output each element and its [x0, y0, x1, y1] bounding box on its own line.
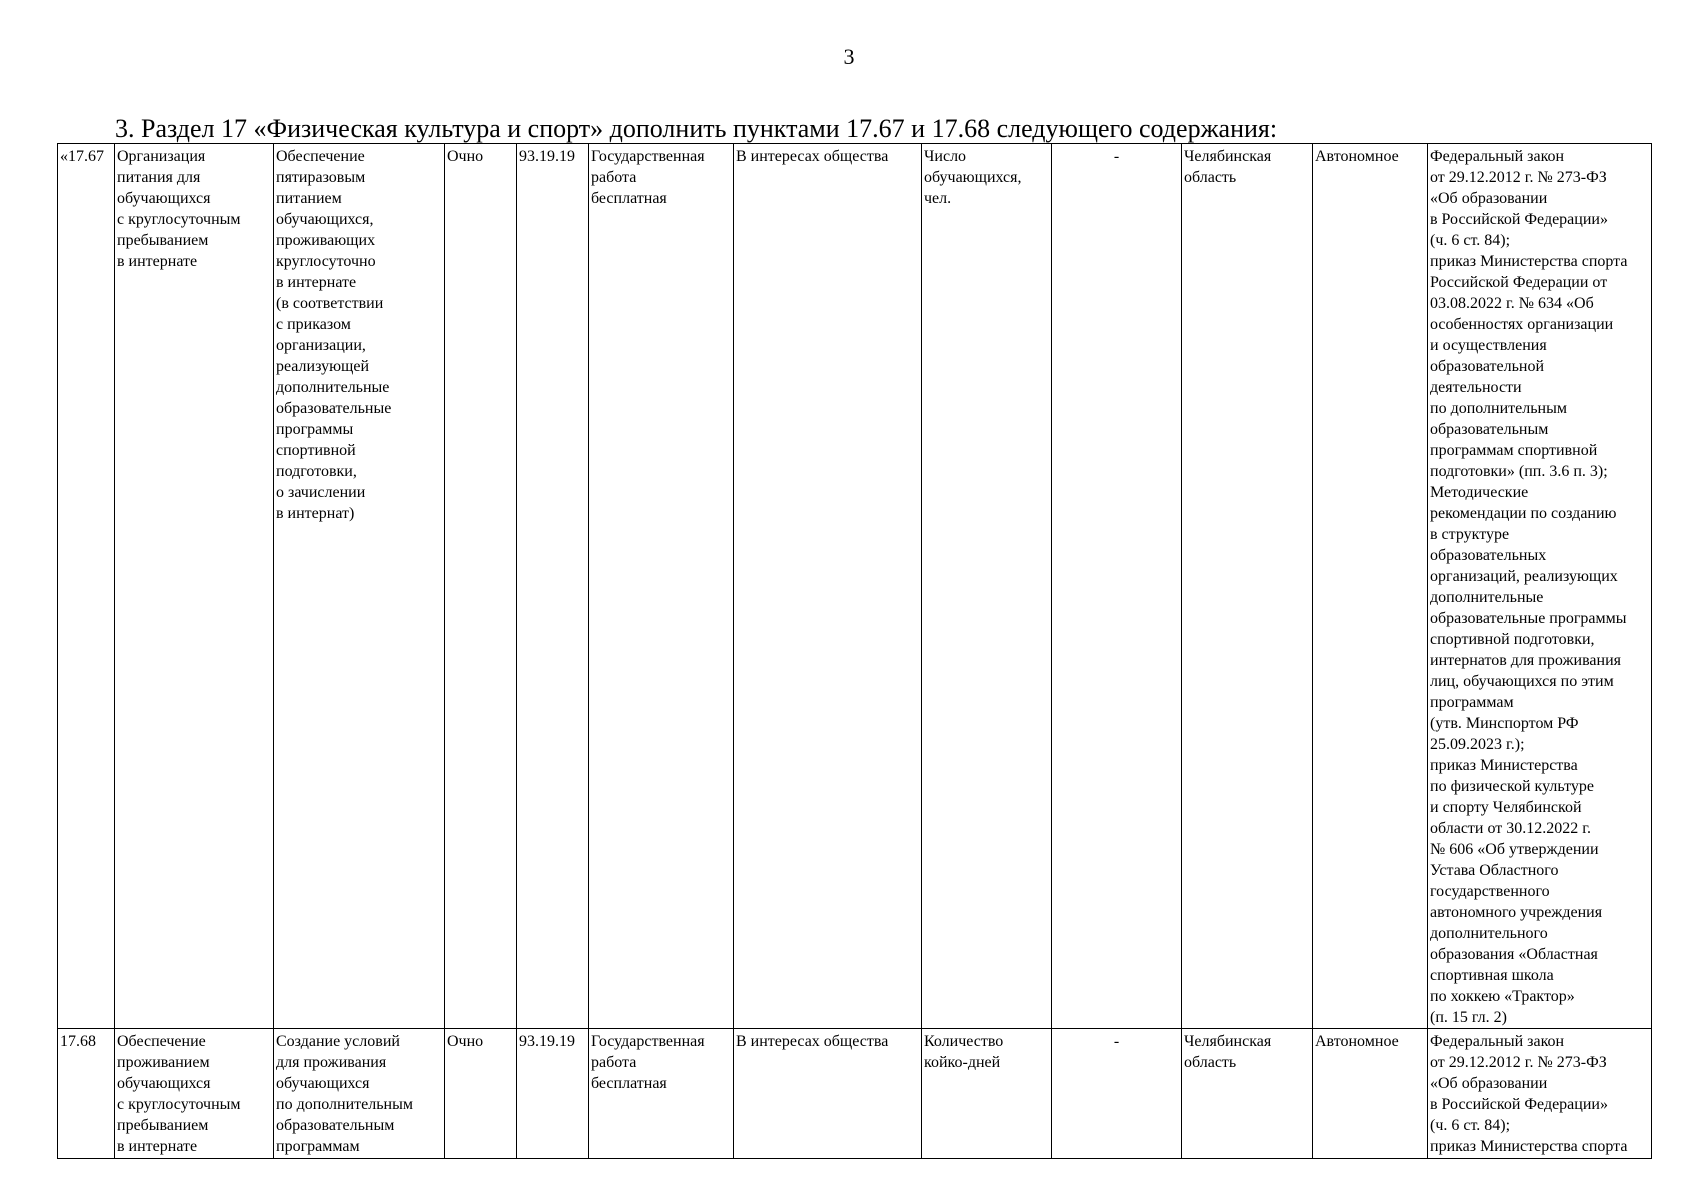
indicator-cell: Число обучающихся, чел.: [922, 144, 1052, 1029]
region-cell: Челябинская область: [1182, 1029, 1313, 1159]
dash-cell: -: [1052, 144, 1182, 1029]
institution-type-cell: Автономное: [1313, 144, 1428, 1029]
interest-cell: В интересах общества: [734, 144, 922, 1029]
legal-basis-cell: Федеральный закон от 29.12.2012 г. № 273-ФЗ «Об образовании в Российской Федерации» (ч. 6 ст. 84); приказ Министерства спорта Российской Федерации от 03.08.2022 г. № 634 «Об особенностях организации и осуществления образовательной деятельности по дополнительным образовательным программам спортивной подготовки» (пп. 3.6 п. 3); Методические рекомендации по созданию в структуре образовательных организаций, реализующих дополнительные образовательные программы спортивной подготовки, интернатов для проживания лиц, обучающихся по этим программам (утв. Минспортом РФ 25.09.2023 г.); приказ Министерства по физической культуре и спорту Челябинской области от 30.12.2022 г. № 606 «Об утверждении Устава Областного государственного автономного учреждения дополнительного образования «Областная спортивная школа по хоккею «Трактор» (п. 15 гл. 2): [1428, 144, 1652, 1029]
form-cell: Очно: [445, 1029, 517, 1159]
service-content-cell: Создание условий для проживания обучающихся по дополнительным образовательным программам: [274, 1029, 445, 1159]
interest-cell: В интересах общества: [734, 1029, 922, 1159]
indicator-cell: Количество койко-дней: [922, 1029, 1052, 1159]
service-content-cell: Обеспечение пятиразовым питанием обучающихся, проживающих круглосуточно в интернате (в соответствии с приказом организации, реализующей дополнительные образовательные программы спортивной подготовки, о зачислении в интернат): [274, 144, 445, 1029]
page-number: 3: [843, 44, 855, 69]
service-name-cell: Обеспечение проживанием обучающихся с круглосуточным пребыванием в интернате: [115, 1029, 274, 1159]
item-number-cell: «17.67: [58, 144, 115, 1029]
service-name-cell: Организация питания для обучающихся с круглосуточным пребыванием в интернате: [115, 144, 274, 1029]
item-number-cell: 17.68: [58, 1029, 115, 1159]
legal-basis-cell: Федеральный закон от 29.12.2012 г. № 273-ФЗ «Об образовании в Российской Федерации» (ч. 6 ст. 84); приказ Министерства спорта: [1428, 1029, 1652, 1159]
dash-cell: -: [1052, 1029, 1182, 1159]
table-row: [58, 1029, 1652, 1159]
okved-code-cell: 93.19.19: [517, 1029, 589, 1159]
form-cell: Очно: [445, 144, 517, 1029]
services-table: [57, 143, 1652, 1159]
table-row: [58, 144, 1652, 1029]
okved-code-cell: 93.19.19: [517, 144, 589, 1029]
work-type-cell: Государственная работа бесплатная: [589, 144, 734, 1029]
region-cell: Челябинская область: [1182, 144, 1313, 1029]
section-heading: 3. Раздел 17 «Физическая культура и спорт» дополнить пунктами 17.67 и 17.68 следующего содержания:: [115, 114, 1278, 143]
institution-type-cell: Автономное: [1313, 1029, 1428, 1159]
work-type-cell: Государственная работа бесплатная: [589, 1029, 734, 1159]
